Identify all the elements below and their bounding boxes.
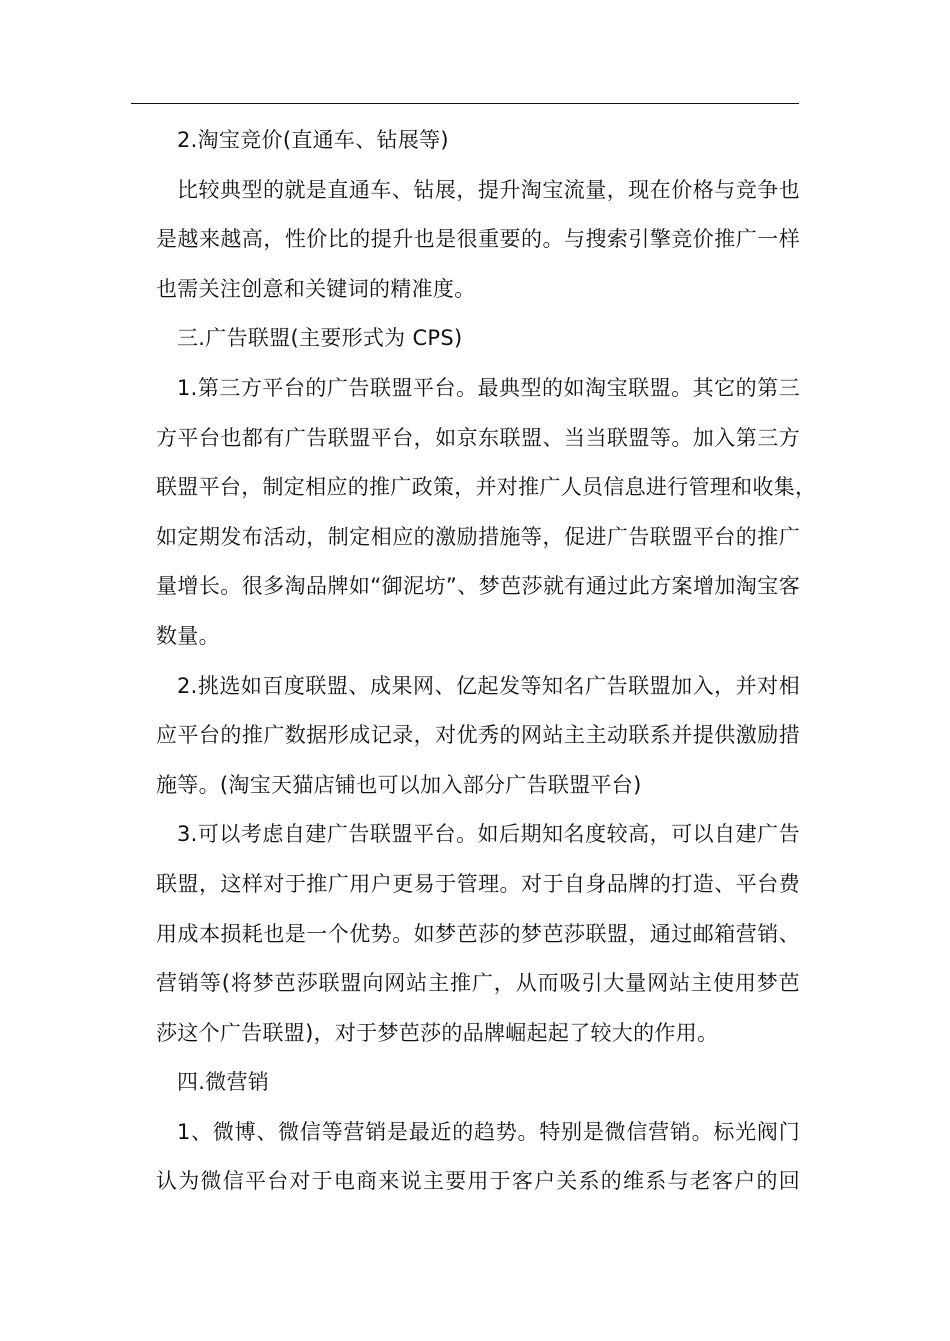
paragraph-taobao-bidding-body <box>135 166 800 315</box>
text-line: 三.广告联盟(主要形式为 CPS) <box>177 326 463 351</box>
text-line: 认为微信平台对于电商来说主要用于客户关系的维系与老客户的回 <box>156 1169 800 1194</box>
paragraph-self-built-alliance <box>135 810 800 1058</box>
text-line: 施等。(淘宝天猫店铺也可以加入部分广告联盟平台) <box>156 772 642 797</box>
section-heading-micro-marketing <box>135 1058 800 1108</box>
section-heading-ad-alliance <box>135 314 800 364</box>
text-line: 营销等(将梦芭莎联盟向网站主推广，从而吸引大量网站主使用梦芭 <box>156 971 800 996</box>
paragraph-third-party-alliance <box>135 364 817 662</box>
text-line: 2.挑选如百度联盟、成果网、亿起发等知名广告联盟加入，并对相 <box>177 673 800 698</box>
text-line: 四.微营销 <box>177 1070 270 1095</box>
text-line: 3.可以考虑自建广告联盟平台。如后期知名度较高，可以自建广告 <box>177 822 800 847</box>
paragraph-weibo-wechat <box>135 1108 800 1207</box>
text-line: 应平台的推广数据形成记录，对优秀的网站主主动联系并提供激励措 <box>156 723 800 748</box>
text-line: 2.淘宝竞价(直通车、钻展等) <box>177 128 449 152</box>
text-line: 莎这个广告联盟)，对于梦芭莎的品牌崛起起了较大的作用。 <box>156 1020 719 1045</box>
text-line: 联盟平台，制定相应的推广政策，并对推广人员信息进行管理和收集， <box>156 475 817 500</box>
text-line: 方平台也都有广告联盟平台，如京东联盟、当当联盟等。加入第三方 <box>156 425 800 450</box>
text-line: 联盟，这样对于推广用户更易于管理。对于自身品牌的打造、平台费 <box>156 871 800 896</box>
text-line: 也需关注创意和关键词的精准度。 <box>156 276 476 301</box>
text-line: 1.第三方平台的广告联盟平台。最典型的如淘宝联盟。其它的第三 <box>177 375 800 400</box>
paragraph-taobao-bidding-heading <box>135 116 800 166</box>
text-line: 1、微博、微信等营销是最近的趋势。特别是微信营销。标光阀门 <box>177 1119 800 1144</box>
header-rule <box>131 103 799 104</box>
text-line: 用成本损耗也是一个优势。如梦芭莎的梦芭莎联盟，通过邮箱营销、 <box>156 921 800 946</box>
text-line: 比较典型的就是直通车、钻展，提升淘宝流量，现在价格与竞争也 <box>177 177 800 202</box>
text-line: 如定期发布活动，制定相应的激励措施等，促进广告联盟平台的推广 <box>156 524 800 549</box>
paragraph-known-alliances <box>135 662 800 811</box>
text-line: 数量。 <box>156 623 220 648</box>
body-text <box>135 116 817 1207</box>
text-line: 量增长。很多淘品牌如“御泥坊”、梦芭莎就有通过此方案增加淘宝客 <box>156 574 800 599</box>
text-line: 是越来越高，性价比的提升也是很重要的。与搜索引擎竞价推广一样 <box>156 227 800 252</box>
